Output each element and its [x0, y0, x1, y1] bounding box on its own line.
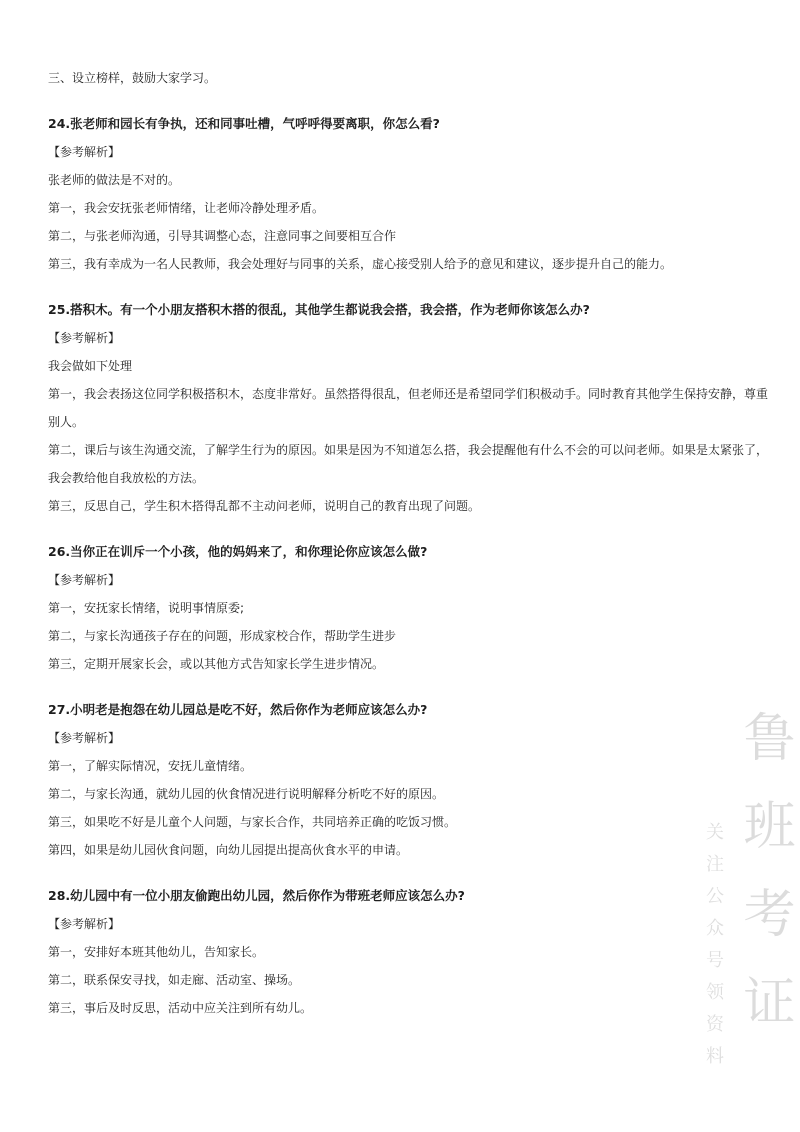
answer-label: 【参考解析】 [48, 731, 121, 745]
answer-line: 第二，与家长沟通，就幼儿园的伙食情况进行说明解释分析吃不好的原因。 [48, 787, 445, 801]
section-27 [48, 696, 776, 864]
question-heading: 25.搭积木。有一个小朋友搭积木搭的很乱，其他学生都说我会搭，我会搭，作为老师你该怎么办? [48, 302, 590, 317]
answer-line: 我会做如下处理 [48, 359, 133, 373]
section-spacer [48, 678, 776, 696]
section-28 [48, 882, 776, 1022]
section-spacer [48, 520, 776, 538]
question-heading: 26.当你正在训斥一个小孩，他的妈妈来了，和你理论你应该怎么做? [48, 544, 428, 559]
watermark-slogan: 关注公众号领资料 [703, 822, 724, 1078]
section-26 [48, 538, 776, 678]
answer-line: 第一，安抚家长情绪，说明事情原委; [48, 601, 245, 615]
answer-line: 第二，联系保安寻找，如走廊、活动室、操场。 [48, 973, 301, 987]
answer-line: 第三，事后及时反思，活动中应关注到所有幼儿。 [48, 1001, 313, 1015]
intro-line: 三、设立榜样，鼓励大家学习。 [48, 71, 217, 85]
answer-line: 第一，安排好本班其他幼儿，告知家长。 [48, 945, 265, 959]
answer-line: 第二，与张老师沟通，引导其调整心态，注意同事之间要相互合作 [48, 229, 397, 243]
answer-line: 第一，我会表扬这位同学积极搭积木，态度非常好。虽然搭得很乱，但老师还是希望同学们积极动手。同时教育其他学生保持安静，尊重别人。 [48, 387, 769, 429]
section-spacer [48, 278, 776, 296]
answer-line: 第四，如果是幼儿园伙食问题，向幼儿园提出提高伙食水平的申请。 [48, 843, 409, 857]
answer-line: 第二，与家长沟通孩子存在的问题，形成家校合作，帮助学生进步 [48, 629, 397, 643]
answer-label: 【参考解析】 [48, 573, 121, 587]
answer-label: 【参考解析】 [48, 331, 121, 345]
section-spacer [48, 92, 776, 110]
answer-line: 第一，了解实际情况，安抚儿童情绪。 [48, 759, 253, 773]
question-heading: 27.小明老是抱怨在幼儿园总是吃不好，然后你作为老师应该怎么办? [48, 702, 428, 717]
answer-line: 第二，课后与该生沟通交流，了解学生行为的原因。如果是因为不知道怎么搭，我会提醒他有什么不会的可以问老师。如果是太紧张了，我会教给他自我放松的方法。 [48, 443, 769, 485]
answer-label: 【参考解析】 [48, 917, 121, 931]
question-heading: 24.张老师和园长有争执，还和同事吐槽，气呼呼得要离职，你怎么看? [48, 116, 440, 131]
answer-line: 第一，我会安抚张老师情绪，让老师冷静处理矛盾。 [48, 201, 325, 215]
question-heading: 28.幼儿园中有一位小朋友偷跑出幼儿园，然后你作为带班老师应该怎么办? [48, 888, 465, 903]
answer-line: 第三，定期开展家长会，或以其他方式告知家长学生进步情况。 [48, 657, 385, 671]
document-content [48, 64, 776, 1022]
answer-line: 张老师的做法是不对的。 [48, 173, 181, 187]
section-spacer [48, 864, 776, 882]
answer-label: 【参考解析】 [48, 145, 121, 159]
section-24 [48, 110, 776, 278]
answer-line: 第三，如果吃不好是儿童个人问题，与家长合作，共同培养正确的吃饭习惯。 [48, 815, 457, 829]
section-25 [48, 296, 776, 520]
answer-line: 第三，我有幸成为一名人民教师，我会处理好与同事的关系，虚心接受别人给予的意见和建议，逐步提升自己的能力。 [48, 257, 673, 271]
watermark-brand: 鲁班考证 [734, 710, 794, 1062]
answer-line: 第三，反思自己，学生积木搭得乱都不主动问老师，说明自己的教育出现了问题。 [48, 499, 481, 513]
